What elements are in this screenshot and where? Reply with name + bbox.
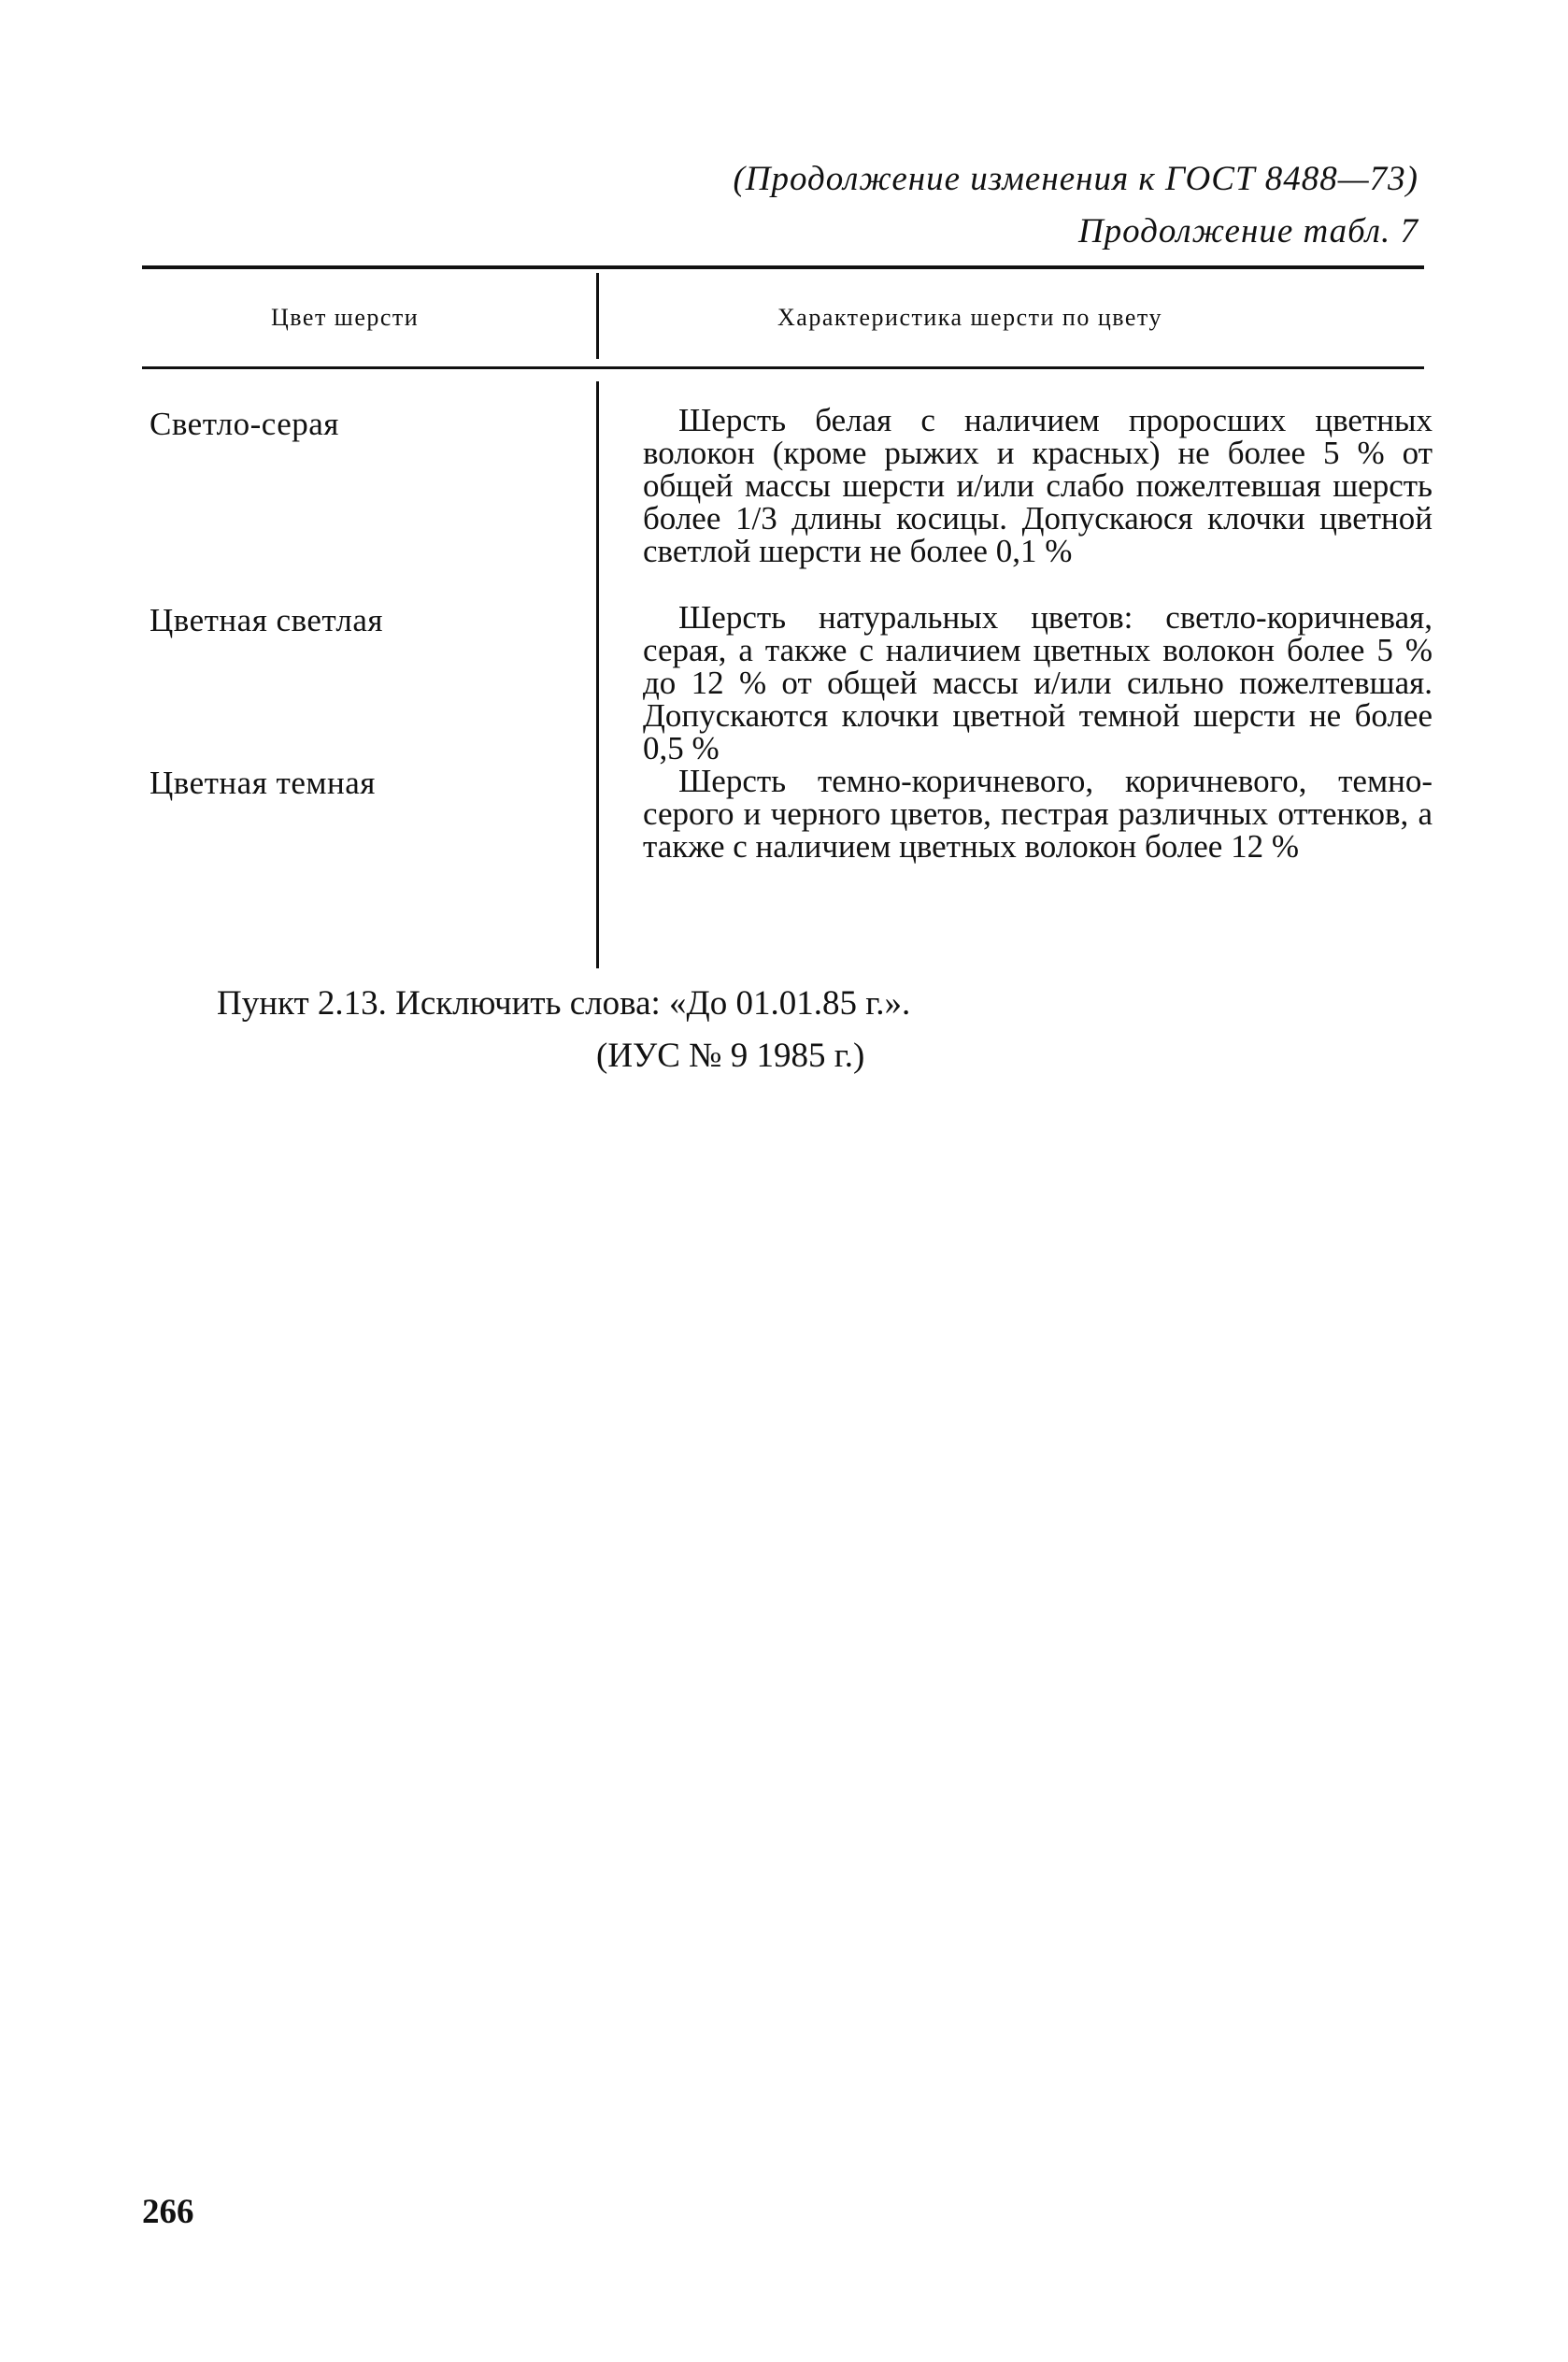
row-color-colored-light: Цветная светлая — [150, 602, 383, 638]
row-color-colored-dark: Цветная темная — [150, 765, 376, 801]
source-reference: (ИУС № 9 1985 г.) — [596, 1037, 865, 1075]
row-description-light-grey: Шерсть белая с наличием проросших цветных волокон (кроме рыжих и красных) не более 5 % от общей массы шерсти и/или слабо пожелтевшая шерсть более 1/3 длины косицы. Допускаюся клочки цветной светлой шерсти не более 0,1 % — [643, 402, 1433, 569]
row-description-colored-dark: Шерсть темно-коричневого, коричневого, темно-серого и черного цветов, пестрая различных оттенков, а также с наличием цветных волокон более 12 % — [643, 763, 1433, 865]
row-description-colored-light: Шерсть натуральных цветов: светло-коричневая, серая, а также с наличием цветных волокон более 5 % до 12 % от общей массы и/или сильно пожелтевшая. Допускаются клочки цветной темной шерсти не более 0,5 % — [643, 599, 1433, 766]
header-column-divider — [596, 273, 599, 359]
table-top-rule — [142, 265, 1424, 269]
page-number: 266 — [142, 2193, 194, 2231]
body-column-divider — [596, 381, 599, 968]
column-header-color: Цвет шерсти — [271, 304, 420, 331]
column-header-characteristic: Характеристика шерсти по цвету — [777, 304, 1162, 331]
amendment-header: (Продолжение изменения к ГОСТ 8488—73) — [733, 160, 1418, 198]
table-continuation-label: Продолжение табл. 7 — [1077, 212, 1418, 251]
table-header-rule — [142, 366, 1424, 369]
row-color-light-grey: Светло-серая — [150, 406, 339, 442]
amendment-note: Пункт 2.13. Исключить слова: «До 01.01.85 г.». — [217, 984, 911, 1023]
